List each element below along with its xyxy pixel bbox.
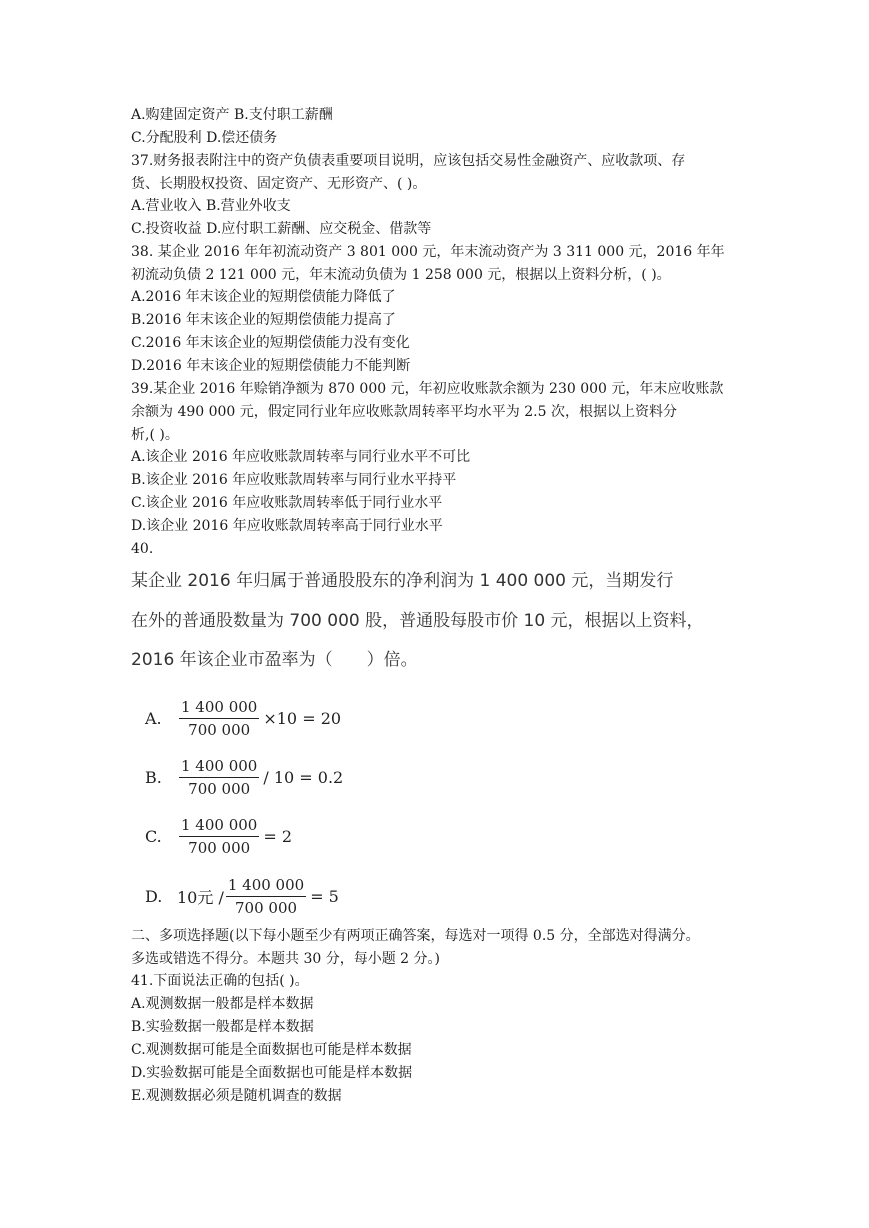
option-a: [145, 693, 341, 743]
numerator: 1 400 000: [179, 698, 259, 719]
text-line: A.购建固定资产 B.支付职工薪酬: [131, 107, 333, 123]
fraction: [179, 698, 259, 739]
text-line: 货、长期股权投资、固定资产、无形资产、( )。: [131, 176, 427, 192]
text-line: E.观测数据必须是随机调查的数据: [131, 1088, 342, 1104]
text-line: B.2016 年末该企业的短期偿债能力提高了: [131, 312, 396, 328]
text-line: 初流动负债 2 121 000 元，年末流动负债为 1 258 000 元，根据以上资料分析，( )。: [131, 267, 671, 283]
option-prefix: 10元 /: [177, 887, 224, 907]
question-40-image: [131, 562, 781, 922]
text-line: D.该企业 2016 年应收账款周转率高于同行业水平: [131, 518, 443, 534]
option-d: [145, 871, 339, 921]
text-line: C.分配股利 D.偿还债务: [131, 130, 278, 146]
text-line: C.投资收益 D.应付职工薪酬、应交税金、借款等: [131, 221, 432, 237]
option-suffix: = 2: [263, 826, 293, 846]
question-40-text: 在外的普通股数量为 700 000 股，普通股每股市价 10 元，根据以上资料，: [131, 611, 704, 631]
text-line: 37.财务报表附注中的资产负债表重要项目说明，应该包括交易性金融资产、应收款项、存: [131, 153, 686, 169]
fraction: [179, 816, 259, 857]
option-c: [145, 811, 292, 861]
text-line: A.营业收入 B.营业外收支: [131, 198, 291, 214]
text-line: 39.某企业 2016 年赊销净额为 870 000 元，年初应收账款余额为 230 000 元，年末应收账款: [131, 381, 724, 397]
option-b: [145, 752, 343, 802]
option-suffix: ×10 = 20: [263, 708, 342, 728]
numerator: 1 400 000: [179, 757, 259, 778]
text-line: 余额为 490 000 元，假定同行业年应收账款周转率平均水平为 2.5 次，根据以上资料分: [131, 404, 677, 420]
fraction: [226, 876, 306, 917]
text-line: C.2016 年末该企业的短期偿债能力没有变化: [131, 335, 410, 351]
option-letter: C.: [145, 826, 162, 846]
text-line: B.实验数据一般都是样本数据: [131, 1019, 314, 1035]
fraction: [179, 757, 259, 798]
text-line: A.2016 年末该企业的短期偿债能力降低了: [131, 289, 396, 305]
text-line: D.实验数据可能是全面数据也可能是样本数据: [131, 1065, 413, 1081]
numerator: 1 400 000: [226, 876, 306, 897]
text-line: D.2016 年末该企业的短期偿债能力不能判断: [131, 358, 411, 374]
text-line: 41.下面说法正确的包括( )。: [131, 973, 309, 989]
text-line: B.该企业 2016 年应收账款周转率与同行业水平持平: [131, 472, 457, 488]
option-letter: A.: [145, 708, 162, 728]
option-letter: D.: [145, 886, 163, 906]
text-line: C.观测数据可能是全面数据也可能是样本数据: [131, 1042, 412, 1058]
denominator: 700 000: [188, 838, 251, 857]
text-line: A.该企业 2016 年应收账款周转率与同行业水平不可比: [131, 449, 471, 465]
denominator: 700 000: [235, 898, 298, 917]
section-heading: 二、多项选择题(以下每小题至少有两项正确答案，每选对一项得 0.5 分，全部选对得满分。: [131, 928, 700, 944]
option-suffix: / 10 = 0.2: [263, 767, 344, 787]
option-suffix: = 5: [310, 886, 339, 906]
numerator: 1 400 000: [179, 816, 259, 837]
option-letter: B.: [145, 767, 162, 787]
denominator: 700 000: [188, 779, 251, 798]
question-40-text: 某企业 2016 年归属于普通股股东的净利润为 1 400 000 元，当期发行: [131, 571, 674, 591]
denominator: 700 000: [188, 720, 251, 739]
text-line: A.观测数据一般都是样本数据: [131, 996, 314, 1012]
question-40-text: 2016 年该企业市盈率为（ ）倍。: [131, 650, 418, 670]
text-line: C.该企业 2016 年应收账款周转率低于同行业水平: [131, 495, 443, 511]
text-line: 多选或错选不得分。本题共 30 分，每小题 2 分。): [131, 951, 440, 967]
text-line: 38. 某企业 2016 年年初流动资产 3 801 000 元，年末流动资产为 3 311 000 元，2016 年年: [131, 244, 725, 260]
text-line: 析,( )。: [131, 427, 179, 443]
text-line: 40.: [131, 541, 154, 557]
